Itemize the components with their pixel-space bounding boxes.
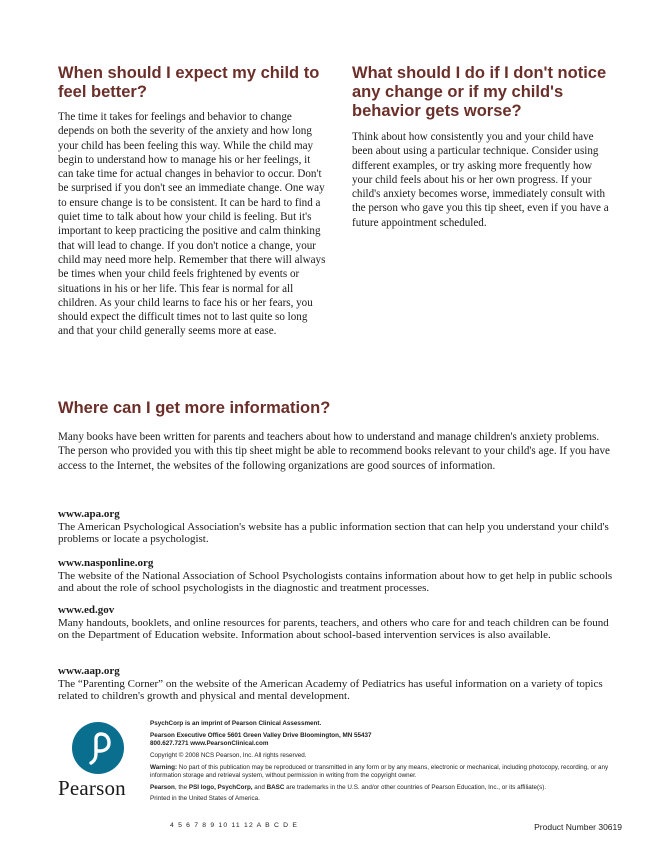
- tm-sep: and: [252, 783, 267, 791]
- section-body-no-change: Think about how consistently you and your child have been about using a particular technique. Consider using different examples, or try asking more frequently how your child feels about his or her own progress. If your child's anxiety becomes worse, immediately consult with the person who gave you this tip sheet, even if you have a future appointment scheduled.: [352, 131, 609, 229]
- warning-line: [150, 764, 620, 780]
- resource-description: The “Parenting Corner” on the website of the American Academy of Pediatrics has useful information on a variety of topics related to children's growth and physical and mental development.: [58, 678, 603, 703]
- imprint-line: PsychCorp is an imprint of Pearson Clinical Assessment.: [150, 720, 322, 727]
- tm-rest: are trademarks in the U.S. and/or other countries of Pearson Education, Inc., or its affiliate(s).: [284, 783, 547, 791]
- office-line: Pearson Executive Office 5601 Green Valley Drive Bloomington, MN 55437: [150, 731, 372, 739]
- resource-link[interactable]: www.nasponline.org: [58, 557, 154, 569]
- resource-link[interactable]: www.ed.gov: [58, 604, 115, 616]
- tm-pearson: Pearson: [150, 783, 175, 791]
- contact-line: 800.627.7271 www.PearsonClinical.com: [150, 740, 269, 747]
- warning-text: No part of this publication may be reproduced or transmitted in any form or by any means, electronic or mechanical, including photocopy, recording, or any information storage and retrieval system, without permission in writing from the copyright owner.: [150, 763, 609, 779]
- print-run-numbers: 4 5 6 7 8 9 10 11 12 A B C D E: [170, 822, 299, 829]
- resource-ed: [58, 604, 614, 642]
- pearson-logo: [58, 722, 142, 801]
- resource-description: The American Psychological Association's website has a public information section that can help you understand your child's problems or locate a psychologist.: [58, 521, 609, 546]
- section-body-feel-better: The time it takes for feelings and behavior to change depends on both the severity of the anxiety and how long your child has been feeling this way. While the child may begin to understand how to manage his or her feelings, it can take time for actual changes in behavior to occur. Don't be surprised if you don't see an immediate change. One way to ensure change is to be consistent. It can be hard to find a quiet time to talk about how your child is feeling. But it's important to keep practicing the positive and calm thinking that will lead to change. If you don't notice a change, your child may need more help. Remember that there will always be times when your child feels frightened by events or situations in his or her life. This fear is normal for all children. As your child learns to face his or her fears, you should expect the difficult times not to last quite so long and that your child generally seems more at ease.: [58, 111, 326, 338]
- tm-sep: , the: [174, 783, 189, 791]
- pearson-p-icon: [72, 722, 124, 774]
- publisher-footer: [150, 720, 620, 807]
- tm-basc: BASC: [266, 783, 285, 791]
- resource-aap: [58, 665, 614, 703]
- left-column: [58, 64, 326, 339]
- trademark-line: [150, 784, 620, 792]
- printed-line: Printed in the United States of America.: [150, 795, 260, 803]
- section-heading-no-change: What should I do if I don't notice any change or if my child's behavior gets worse?: [352, 64, 607, 120]
- tm-psi: PSI logo, PsychCorp,: [188, 783, 253, 791]
- product-number: Product Number 30619: [534, 822, 622, 832]
- resource-apa: [58, 508, 614, 546]
- resource-nasp: [58, 557, 614, 595]
- warning-label: Warning:: [150, 763, 178, 771]
- section-heading-more-info: Where can I get more information?: [58, 399, 331, 417]
- resource-description: Many handouts, booklets, and online resources for parents, teachers, and others who care for and teach children can be found on the Department of Education website. Information about school-based intervention services is also available.: [58, 617, 609, 642]
- section-heading-feel-better: When should I expect my child to feel better?: [58, 64, 320, 101]
- resource-description: The website of the National Association of School Psychologists contains information about how to get help in public schools and about the role of school psychologists in the diagnostic and treatment processes.: [58, 570, 613, 595]
- resource-link[interactable]: www.aap.org: [58, 665, 120, 677]
- copyright-line: Copyright © 2008 NCS Pearson, Inc. All rights reserved.: [150, 751, 307, 759]
- resource-link[interactable]: www.apa.org: [58, 508, 120, 520]
- address-block: [150, 732, 620, 748]
- section-intro-more-info: Many books have been written for parents and teachers about how to understand and manage children's anxiety problems. The person who provided you with this tip sheet might be able to recommend books relevant to your child's age. If you have access to the Internet, the websites of the following organizations are good sources of information.: [58, 431, 610, 472]
- pearson-wordmark: Pearson: [58, 776, 126, 800]
- right-column: [352, 64, 610, 230]
